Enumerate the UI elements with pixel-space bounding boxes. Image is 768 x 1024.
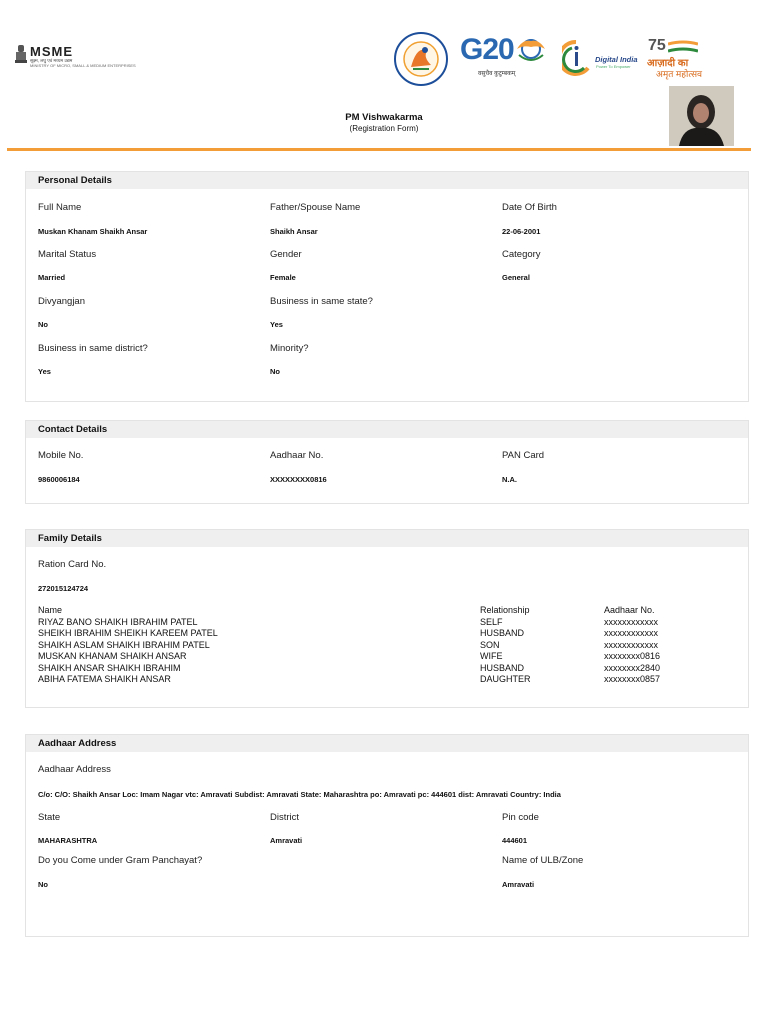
family-member-relationship: SELF bbox=[480, 616, 503, 627]
pm-vishwakarma-logo-icon bbox=[393, 31, 449, 87]
family-name-column bbox=[38, 605, 218, 686]
marital-status-label: Marital Status bbox=[38, 249, 97, 260]
section-title: Contact Details bbox=[38, 424, 108, 435]
digital-india-tagline: Power To Empower bbox=[596, 64, 631, 69]
gender-value: Female bbox=[270, 273, 296, 282]
family-member-relationship: WIFE bbox=[480, 651, 503, 661]
personal-details-section bbox=[25, 171, 749, 402]
same-district-value: Yes bbox=[38, 367, 51, 376]
mobile-label: Mobile No. bbox=[38, 450, 84, 461]
tricolor-flag-icon bbox=[668, 40, 698, 54]
ration-card-label: Ration Card No. bbox=[38, 559, 107, 570]
family-member-relationship: DAUGHTER bbox=[480, 674, 531, 684]
msme-tagline: सूक्ष्म, लघु एवं मध्यम उद्यम bbox=[30, 58, 73, 63]
aadhaar-value: XXXXXXXX0816 bbox=[270, 475, 327, 484]
full-name-label: Full Name bbox=[38, 202, 82, 213]
same-state-label: Business in same state? bbox=[270, 296, 373, 307]
divyangjan-label: Divyangjan bbox=[38, 296, 85, 307]
g20-tagline: वसुधैव कुटुम्बकम् bbox=[478, 71, 516, 77]
gram-panchayat-value: No bbox=[38, 880, 48, 889]
same-district-label: Business in same district? bbox=[38, 343, 148, 354]
dob-label: Date Of Birth bbox=[502, 202, 557, 213]
family-member-name: SHAIKH ASLAM SHAIKH IBRAHIM PATEL bbox=[38, 639, 210, 650]
family-member-name: SHAIKH ANSAR SHAIKH IBRAHIM bbox=[38, 662, 181, 673]
msme-ministry: MINISTRY OF MICRO, SMALL & MEDIUM ENTERPRISES bbox=[30, 63, 136, 68]
g20-logo-text: G20 bbox=[460, 33, 514, 66]
family-member-aadhaar: xxxxxxxx2840 bbox=[604, 662, 661, 673]
minority-label: Minority? bbox=[270, 343, 309, 354]
azadi-text-line1: आज़ादी का bbox=[647, 58, 689, 69]
pin-code-label: Pin code bbox=[502, 812, 539, 823]
section-header bbox=[26, 172, 748, 189]
family-member-relationship: SON bbox=[480, 639, 500, 650]
minority-value: No bbox=[270, 367, 280, 376]
pan-label: PAN Card bbox=[502, 450, 545, 461]
marital-status-value: Married bbox=[38, 273, 66, 282]
section-header bbox=[26, 735, 748, 752]
gender-label: Gender bbox=[270, 249, 302, 260]
state-value: MAHARASHTRA bbox=[38, 836, 98, 845]
family-member-aadhaar: xxxxxxxxxxxx bbox=[604, 639, 658, 650]
family-relationship-column bbox=[480, 605, 531, 686]
district-label: District bbox=[270, 812, 300, 823]
section-title: Personal Details bbox=[38, 175, 112, 186]
same-state-value: Yes bbox=[270, 320, 283, 329]
family-member-aadhaar: xxxxxxxx0816 bbox=[604, 651, 661, 661]
digital-india-text: Digital India bbox=[595, 55, 638, 64]
ulb-zone-label: Name of ULB/Zone bbox=[502, 855, 584, 866]
category-value: General bbox=[502, 273, 530, 282]
district-value: Amravati bbox=[270, 836, 303, 845]
pan-value: N.A. bbox=[502, 475, 517, 484]
family-member-relationship: HUSBAND bbox=[480, 628, 525, 638]
aadhaar-address-label: Aadhaar Address bbox=[38, 764, 111, 775]
column-header-name: Name bbox=[38, 605, 63, 615]
state-label: State bbox=[38, 812, 61, 823]
divyangjan-value: No bbox=[38, 320, 48, 329]
aadhaar-address-section bbox=[25, 734, 749, 937]
form-title: PM Vishwakarma bbox=[345, 112, 423, 123]
digital-india-icon bbox=[562, 38, 592, 78]
category-label: Category bbox=[502, 249, 541, 260]
aadhaar-label: Aadhaar No. bbox=[270, 450, 324, 461]
family-member-aadhaar: xxxxxxxxxxxx bbox=[604, 628, 658, 638]
family-member-aadhaar: xxxxxxxx0857 bbox=[604, 674, 661, 684]
national-emblem-icon bbox=[14, 44, 28, 66]
column-header-aadhaar: Aadhaar No. bbox=[604, 605, 655, 615]
ulb-zone-value: Amravati bbox=[502, 880, 535, 889]
pin-code-value: 444601 bbox=[502, 836, 528, 845]
section-title: Family Details bbox=[38, 533, 102, 544]
section-title: Aadhaar Address bbox=[38, 738, 117, 749]
azadi-75-text: 75 bbox=[648, 37, 666, 54]
aadhaar-address-value: C/o: C/O: Shaikh Ansar Loc: Imam Nagar vtc: Amravati Subdist: Amravati State: Maharashtra po: Amravati pc: 444601 dist: Amravati Country: India bbox=[38, 790, 561, 799]
family-member-aadhaar: xxxxxxxxxxxx bbox=[604, 616, 658, 627]
ration-card-value: 272015124724 bbox=[38, 584, 89, 593]
family-aadhaar-column bbox=[604, 605, 660, 686]
column-header-relationship: Relationship bbox=[480, 605, 530, 615]
msme-logo-text: MSME bbox=[30, 44, 73, 59]
family-member-name: ABIHA FATEMA SHAIKH ANSAR bbox=[38, 674, 171, 684]
family-member-name: SHEIKH IBRAHIM SHEIKH KAREEM PATEL bbox=[38, 628, 218, 638]
lotus-globe-icon bbox=[513, 35, 549, 63]
family-member-name: MUSKAN KHANAM SHAIKH ANSAR bbox=[38, 651, 187, 661]
family-member-relationship: HUSBAND bbox=[480, 662, 525, 673]
family-member-name: RIYAZ BANO SHAIKH IBRAHIM PATEL bbox=[38, 616, 198, 627]
family-details-section bbox=[25, 529, 749, 708]
header-divider bbox=[7, 148, 751, 151]
form-subtitle: (Registration Form) bbox=[349, 124, 419, 133]
dob-value: 22-06-2001 bbox=[502, 227, 541, 236]
gram-panchayat-label: Do you Come under Gram Panchayat? bbox=[38, 855, 203, 866]
azadi-text-line2: अमृत महोत्सव bbox=[656, 69, 703, 79]
father-spouse-value: Shaikh Ansar bbox=[270, 227, 318, 236]
section-header bbox=[26, 421, 748, 438]
contact-details-section bbox=[25, 420, 749, 504]
mobile-value: 9860006184 bbox=[38, 475, 80, 484]
full-name-value: Muskan Khanam Shaikh Ansar bbox=[38, 227, 148, 236]
section-header bbox=[26, 530, 748, 547]
father-spouse-label: Father/Spouse Name bbox=[270, 202, 361, 213]
